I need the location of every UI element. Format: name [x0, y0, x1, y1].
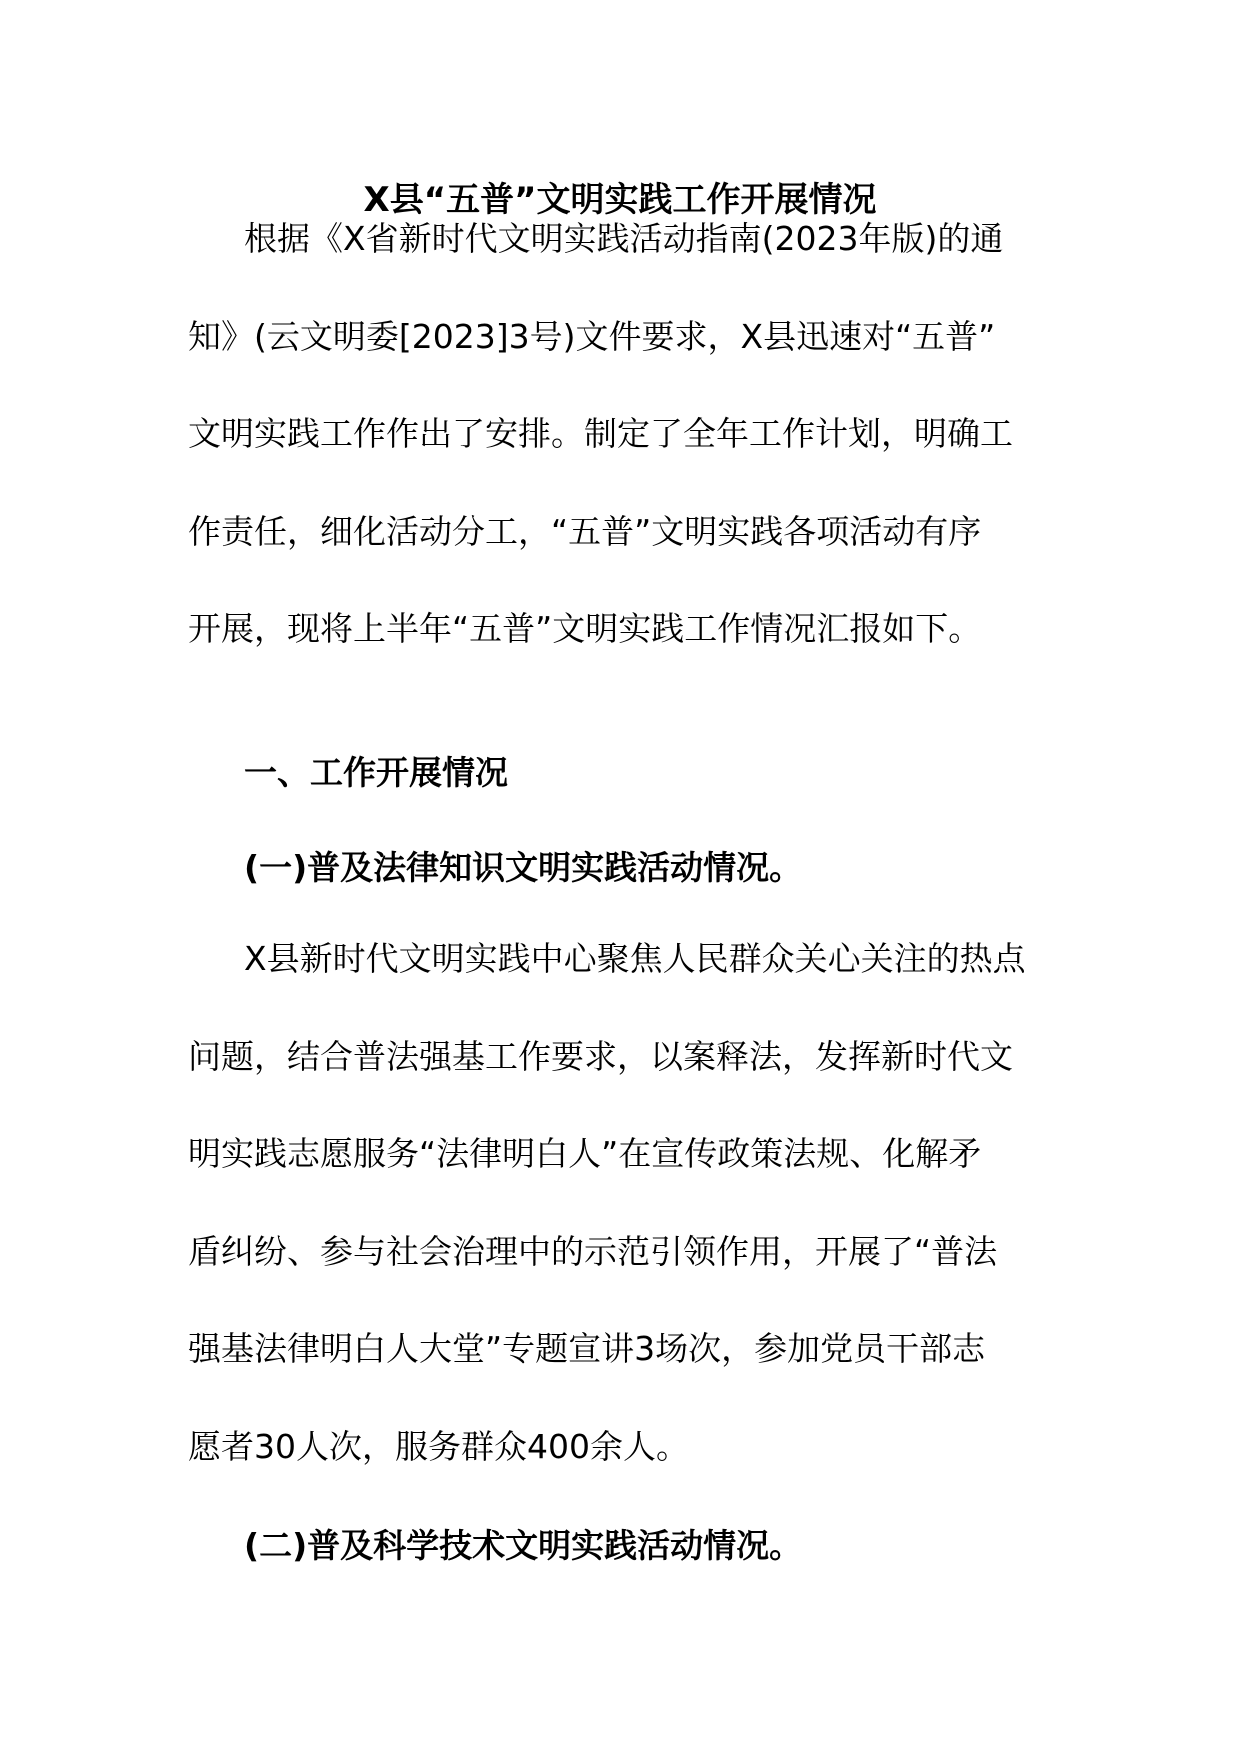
paragraph-line: 作责任，细化活动分工，“五普”文明实践各项活动有序 — [188, 511, 982, 551]
subsection-heading: (一)普及法律知识文明实践活动情况。 — [244, 848, 803, 887]
paragraph-line: 文明实践工作作出了安排。制定了全年工作计划，明确工 — [188, 414, 1013, 453]
paragraph-line: 愿者30人次，服务群众400余人。 — [188, 1426, 689, 1466]
paragraph-line: 明实践志愿服务“法律明白人”在宣传政策法规、化解矛 — [188, 1134, 982, 1173]
intro-paragraph — [188, 190, 1048, 678]
paragraph-line: 盾纠纷、参与社会治理中的示范引领作用，开展了“普法 — [188, 1231, 998, 1271]
paragraph-line: 问题，结合普法强基工作要求，以案释法，发挥新时代文 — [188, 1036, 1013, 1076]
paragraph-line: 根据《X省新时代文明实践活动指南(2023年版)的通 — [244, 219, 1004, 258]
paragraph-line: 强基法律明白人大堂”专题宣讲3场次，参加党员干部志 — [188, 1329, 986, 1368]
paragraph-line: X县新时代文明实践中心聚焦人民群众关心关注的热点 — [244, 939, 1026, 978]
paragraph-line: 开展，现将上半年“五普”文明实践工作情况汇报如下。 — [188, 609, 982, 648]
paragraph-line: 知》(云文明委[2023]3号)文件要求，X县迅速对“五普” — [188, 316, 996, 356]
subsection-paragraph — [188, 910, 1048, 1495]
subsection-heading: (二)普及科学技术文明实践活动情况。 — [244, 1526, 803, 1565]
document-title: X县“五普”文明实践工作开展情况 — [363, 180, 877, 220]
section-heading: 一、工作开展情况 — [244, 753, 508, 792]
